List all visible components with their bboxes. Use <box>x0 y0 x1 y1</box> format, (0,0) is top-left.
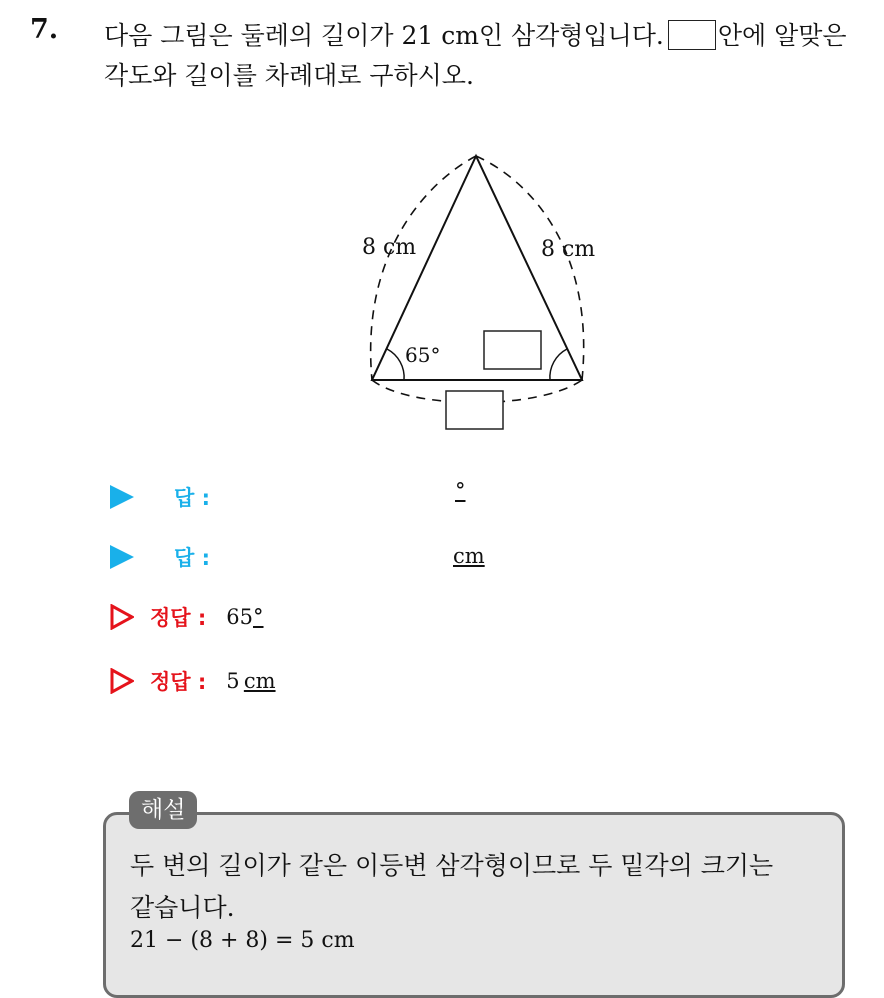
angle-answer-box <box>484 331 541 369</box>
question-text-1a: 다음 그림은 둘레의 길이가 21 cm인 삼각형입니다. <box>104 21 664 50</box>
right-side-label: 8 cm <box>541 237 596 262</box>
play-triangle-icon <box>110 485 134 509</box>
correct-label-2: 정답 : <box>150 670 207 694</box>
correct-row-1 <box>110 600 264 634</box>
triangle <box>372 156 582 380</box>
outline-triangle-icon <box>110 668 134 694</box>
answer-unit-2: cm <box>453 544 485 568</box>
explanation-line-2: 같습니다. <box>130 893 235 922</box>
answer-row-1 <box>110 480 210 514</box>
correct-unit-2: cm <box>243 669 276 693</box>
length-answer-box <box>446 391 503 429</box>
outline-triangle-icon <box>110 604 134 630</box>
explanation-tag: 해설 <box>129 791 197 829</box>
correct-row-2 <box>110 664 276 698</box>
answer-unit-1: ° <box>455 479 466 503</box>
angle-label: 65° <box>405 343 441 367</box>
answer-row-2 <box>110 540 210 574</box>
question-text-1b: 안에 알맞은 <box>717 21 847 50</box>
triangle-figure <box>0 0 884 460</box>
question-number: 7. <box>30 14 59 45</box>
correct-number-2: 5 <box>226 669 240 693</box>
correct-number-1: 65 <box>226 605 254 629</box>
left-side-label: 8 cm <box>362 235 417 260</box>
play-triangle-icon <box>110 545 134 569</box>
correct-label-1: 정답 : <box>150 606 207 630</box>
correct-value-2 <box>226 669 275 693</box>
answer-label-1: 답 : <box>174 486 210 510</box>
question-line-2: 각도와 길이를 차례대로 구하시오. <box>104 61 474 90</box>
explanation-line-1: 두 변의 길이가 같은 이등변 삼각형이므로 두 밑각의 크기는 <box>130 851 774 880</box>
right-angle-arc <box>550 349 567 380</box>
answer-label-2: 답 : <box>174 546 210 570</box>
left-angle-arc <box>387 349 404 380</box>
correct-unit-1: ° <box>253 605 264 629</box>
correct-value-1 <box>226 605 263 629</box>
explanation-line-3: 21 − (8 + 8) = 5 cm <box>130 928 355 953</box>
